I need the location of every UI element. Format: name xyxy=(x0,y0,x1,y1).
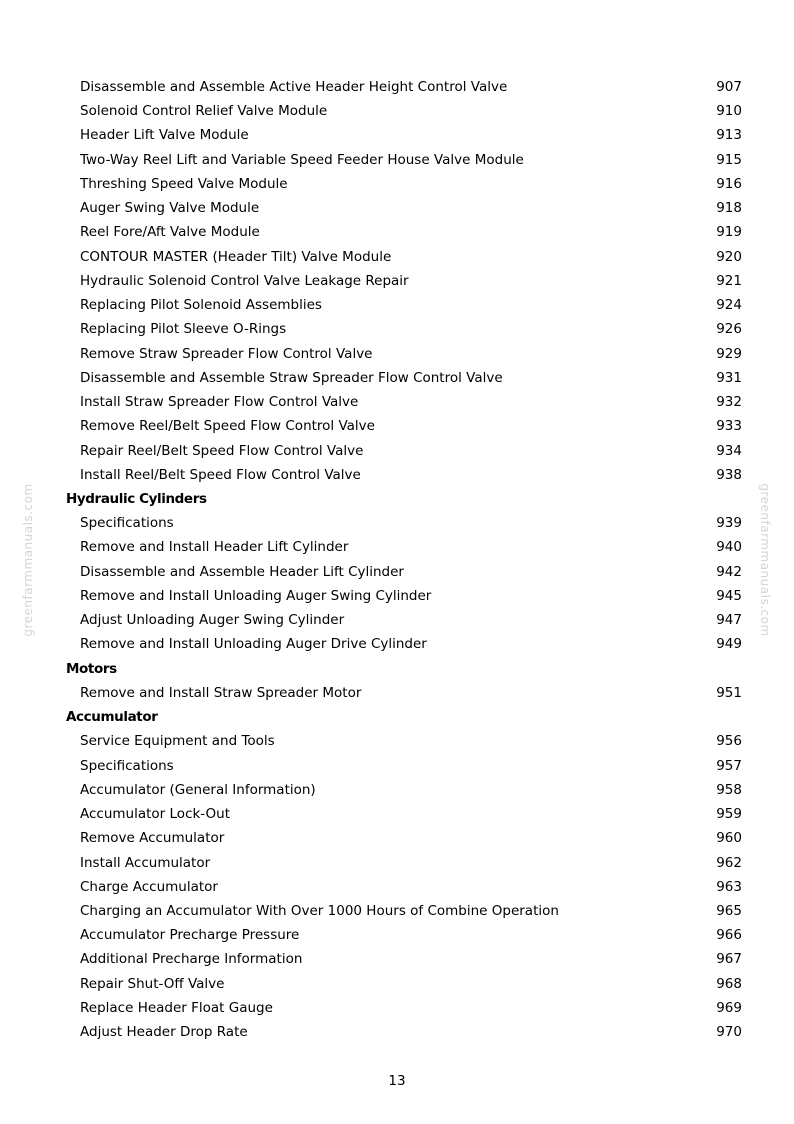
toc-entry[interactable] xyxy=(0,972,794,996)
toc-entry[interactable] xyxy=(0,75,794,99)
toc-entry[interactable] xyxy=(0,196,794,220)
entry-title: Remove Reel/Belt Speed Flow Control Valve xyxy=(80,418,375,435)
toc-entry[interactable] xyxy=(0,608,794,632)
toc-entry[interactable] xyxy=(0,923,794,947)
entry-page-number: 945 xyxy=(716,587,742,604)
entry-page-number: 940 xyxy=(716,539,742,556)
entry-title: Additional Precharge Information xyxy=(80,951,303,968)
watermark-left: greenfarmmanuals.com xyxy=(21,483,35,637)
entry-page-number: 957 xyxy=(716,757,742,774)
entry-page-number: 932 xyxy=(716,394,742,411)
entry-page-number: 956 xyxy=(716,733,742,750)
entry-page-number: 970 xyxy=(716,1024,742,1041)
entry-page-number: 949 xyxy=(716,636,742,653)
toc-entry[interactable] xyxy=(0,366,794,390)
section-title: Hydraulic Cylinders xyxy=(66,490,207,507)
toc-entry[interactable] xyxy=(0,220,794,244)
entry-page-number: 958 xyxy=(716,781,742,798)
entry-title: Accumulator Lock-Out xyxy=(80,806,231,823)
toc-entry[interactable] xyxy=(0,463,794,487)
entry-title: Disassemble and Assemble Header Lift Cylinder xyxy=(80,563,404,580)
entry-title: Specifications xyxy=(80,757,174,774)
entry-page-number: 966 xyxy=(716,927,742,944)
entry-page-number: 931 xyxy=(716,369,742,386)
entry-title: Replacing Pilot Solenoid Assemblies xyxy=(80,297,322,314)
entry-page-number: 947 xyxy=(716,612,742,629)
toc-entry[interactable] xyxy=(0,439,794,463)
toc-entry[interactable] xyxy=(0,754,794,778)
toc-entry[interactable] xyxy=(0,269,794,293)
toc-entry[interactable] xyxy=(0,778,794,802)
entry-page-number: 942 xyxy=(716,563,742,580)
entry-title: Remove and Install Straw Spreader Motor xyxy=(80,684,362,701)
entry-page-number: 959 xyxy=(716,806,742,823)
toc-section-heading xyxy=(0,657,794,681)
entry-page-number: 934 xyxy=(716,442,742,459)
entry-page-number: 916 xyxy=(716,175,742,192)
entry-title: Install Reel/Belt Speed Flow Control Valve xyxy=(80,466,361,483)
toc-entry[interactable] xyxy=(0,802,794,826)
toc-entry[interactable] xyxy=(0,342,794,366)
entry-page-number: 924 xyxy=(716,297,742,314)
toc-entry[interactable] xyxy=(0,826,794,850)
toc-entry[interactable] xyxy=(0,899,794,923)
entry-title: Replacing Pilot Sleeve O-Rings xyxy=(80,321,287,338)
toc-entry[interactable] xyxy=(0,729,794,753)
toc-entry[interactable] xyxy=(0,390,794,414)
entry-page-number: 965 xyxy=(716,902,742,919)
entry-page-number: 933 xyxy=(716,418,742,435)
entry-title: Disassemble and Assemble Active Header Height Control Valve xyxy=(80,79,508,95)
toc-section-heading xyxy=(0,487,794,511)
toc-entry[interactable] xyxy=(0,317,794,341)
toc-entry[interactable] xyxy=(0,996,794,1020)
entry-title: Disassemble and Assemble Straw Spreader Flow Control Valve xyxy=(80,369,503,386)
entry-page-number: 915 xyxy=(716,151,742,168)
entry-page-number: 968 xyxy=(716,975,742,992)
watermark-right: greenfarmmanuals.com xyxy=(758,483,772,637)
toc-entry[interactable] xyxy=(0,632,794,656)
entry-title: Two-Way Reel Lift and Variable Speed Feeder House Valve Module xyxy=(80,151,524,168)
toc-entry[interactable] xyxy=(0,148,794,172)
entry-page-number: 907 xyxy=(716,79,742,95)
entry-title: Auger Swing Valve Module xyxy=(80,200,260,217)
entry-title: Accumulator (General Information) xyxy=(80,781,316,798)
entry-title: Accumulator Precharge Pressure xyxy=(80,927,300,944)
entry-page-number: 910 xyxy=(716,103,742,120)
entry-title: Remove and Install Header Lift Cylinder xyxy=(80,539,349,556)
entry-page-number: 921 xyxy=(716,272,742,289)
entry-title: Service Equipment and Tools xyxy=(80,733,275,750)
toc-entry[interactable] xyxy=(0,947,794,971)
toc-entry[interactable] xyxy=(0,681,794,705)
entry-page-number: 939 xyxy=(716,515,742,532)
toc-entry[interactable] xyxy=(0,1020,794,1044)
entry-page-number: 919 xyxy=(716,224,742,241)
entry-title: Reel Fore/Aft Valve Module xyxy=(80,224,260,241)
entry-title: Repair Reel/Belt Speed Flow Control Valve xyxy=(80,442,364,459)
table-of-contents xyxy=(0,75,794,1044)
entry-title: Install Accumulator xyxy=(80,854,211,871)
toc-entry[interactable] xyxy=(0,875,794,899)
entry-page-number: 918 xyxy=(716,200,742,217)
entry-title: Install Straw Spreader Flow Control Valve xyxy=(80,394,359,411)
entry-page-number: 963 xyxy=(716,878,742,895)
entry-title: Specifications xyxy=(80,515,174,532)
entry-title: Header Lift Valve Module xyxy=(80,127,249,144)
entry-title: Repair Shut-Off Valve xyxy=(80,975,225,992)
entry-title: CONTOUR MASTER (Header Tilt) Valve Module xyxy=(80,248,392,265)
entry-page-number: 913 xyxy=(716,127,742,144)
toc-entry[interactable] xyxy=(0,99,794,123)
entry-page-number: 969 xyxy=(716,999,742,1016)
entry-title: Remove Accumulator xyxy=(80,830,225,847)
toc-entry[interactable] xyxy=(0,172,794,196)
entry-title: Threshing Speed Valve Module xyxy=(80,175,288,192)
entry-title: Charge Accumulator xyxy=(80,878,218,895)
toc-entry[interactable] xyxy=(0,851,794,875)
entry-page-number: 920 xyxy=(716,248,742,265)
entry-page-number: 938 xyxy=(716,466,742,483)
toc-entry[interactable] xyxy=(0,560,794,584)
toc-entry[interactable] xyxy=(0,511,794,535)
entry-title: Hydraulic Solenoid Control Valve Leakage Repair xyxy=(80,272,409,289)
entry-page-number: 951 xyxy=(716,684,742,701)
entry-title: Replace Header Float Gauge xyxy=(80,999,273,1016)
toc-entry[interactable] xyxy=(0,414,794,438)
entry-page-number: 926 xyxy=(716,321,742,338)
section-title: Accumulator xyxy=(66,709,158,726)
entry-page-number: 962 xyxy=(716,854,742,871)
entry-title: Adjust Unloading Auger Swing Cylinder xyxy=(80,612,345,629)
entry-title: Solenoid Control Relief Valve Module xyxy=(80,103,328,120)
entry-title: Charging an Accumulator With Over 1000 Hours of Combine Operation xyxy=(80,902,559,919)
toc-entry[interactable] xyxy=(0,123,794,147)
entry-page-number: 967 xyxy=(716,951,742,968)
section-title: Motors xyxy=(66,660,117,677)
page-number: 13 xyxy=(388,1073,406,1089)
toc-section-heading xyxy=(0,705,794,729)
entry-page-number: 960 xyxy=(716,830,742,847)
toc-entry[interactable] xyxy=(0,293,794,317)
entry-title: Remove and Install Unloading Auger Drive Cylinder xyxy=(80,636,427,653)
toc-entry[interactable] xyxy=(0,245,794,269)
toc-entry[interactable] xyxy=(0,584,794,608)
entry-title: Remove and Install Unloading Auger Swing Cylinder xyxy=(80,587,432,604)
entry-title: Remove Straw Spreader Flow Control Valve xyxy=(80,345,373,362)
toc-entry[interactable] xyxy=(0,535,794,559)
entry-title: Adjust Header Drop Rate xyxy=(80,1024,248,1041)
entry-page-number: 929 xyxy=(716,345,742,362)
